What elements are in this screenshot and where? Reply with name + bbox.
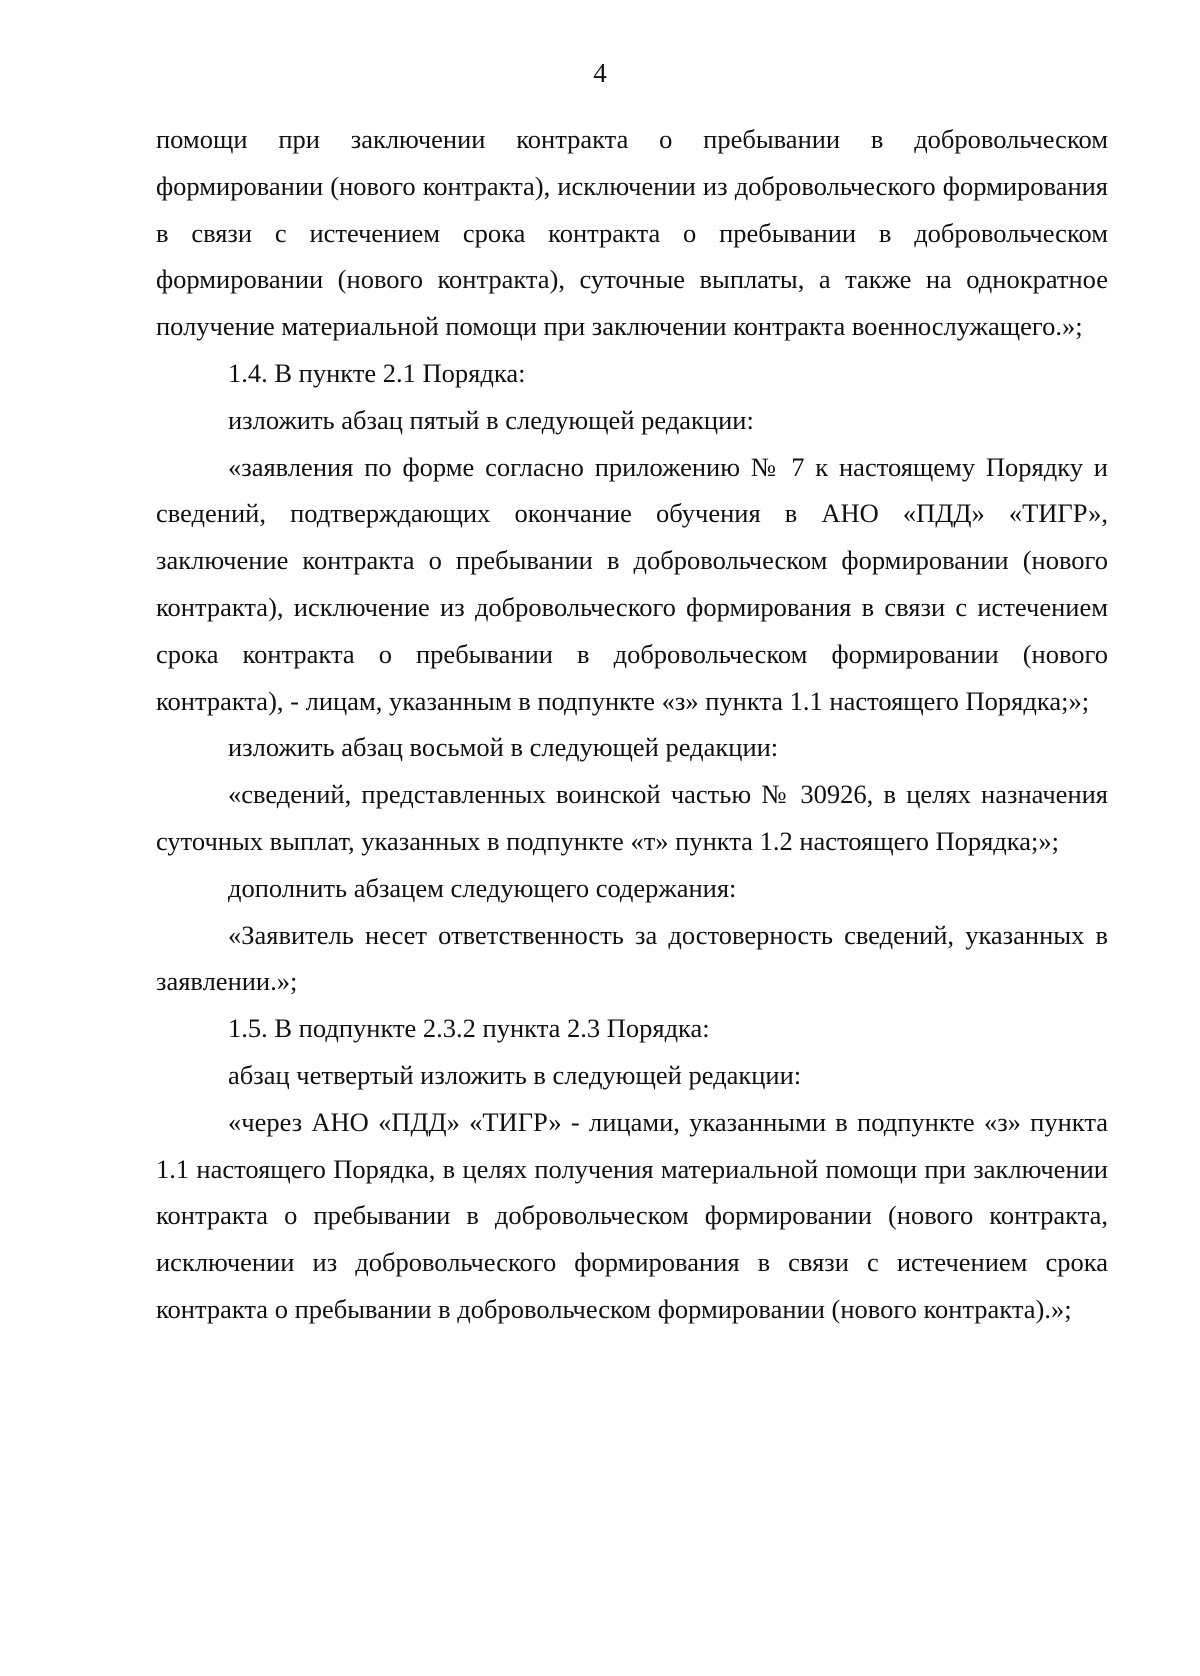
paragraph-6: «сведений, представленных воинской частью № 30926, в целях назначения суточных выплат, указанных в подпункте «т» пункта 1.2 настоящего Порядка;»; — [156, 779, 1108, 856]
paragraph-4: «заявления по форме согласно приложению № 7 к настоящему Порядку и сведений, подтверждающих окончание обучения в АНО «ПДД» «ТИГР», заключение контракта о пребывании в добровольческом формировании (нового контракта), исключение из добровольческого формирования в связи с истечением срока контракта о пребывании в добровольческом формировании (нового контракта), - лицам, указанным в подпункте «з» пункта 1.1 настоящего Порядка;»; — [156, 451, 1108, 716]
paragraph-8: «Заявитель несет ответственность за достоверность сведений, указанных в заявлении.»; — [156, 919, 1108, 997]
paragraph-11: «через АНО «ПДД» «ТИГР» - лицами, указанными в подпункте «з» пункта 1.1 настоящего Порядка, в целях получения материальной помощи при заключении контракта о пребывании в добровольческом формировании (нового контракта, исключении из добровольческого формирования в связи с истечением срока контракта о пребывании в добровольческом формировании (нового контракта).»; — [156, 1106, 1108, 1324]
paragraph-7: дополнить абзацем следующего содержания: — [228, 872, 737, 903]
paragraph-10: абзац четвертый изложить в следующей редакции: — [228, 1059, 802, 1090]
paragraph-9: 1.5. В подпункте 2.3.2 пункта 2.3 Порядка: — [228, 1013, 710, 1044]
paragraph-5: изложить абзац восьмой в следующей редакции: — [228, 732, 779, 763]
paragraph-1: помощи при заключении контракта о пребывании в добровольческом формировании (нового контракта), исключении из добровольческого формирования в связи с истечением срока контракта о пребывании в добровольческом формировании (нового контракта), суточные выплаты, а также на однократное получение материальной помощи при заключении контракта военнослужащего.»; — [156, 124, 1108, 342]
paragraph-3: изложить абзац пятый в следующей редакции: — [228, 404, 754, 435]
document-body — [156, 116, 1108, 1333]
paragraph-2: 1.4. В пункте 2.1 Порядка: — [228, 357, 526, 388]
page-number: 4 — [593, 58, 607, 88]
